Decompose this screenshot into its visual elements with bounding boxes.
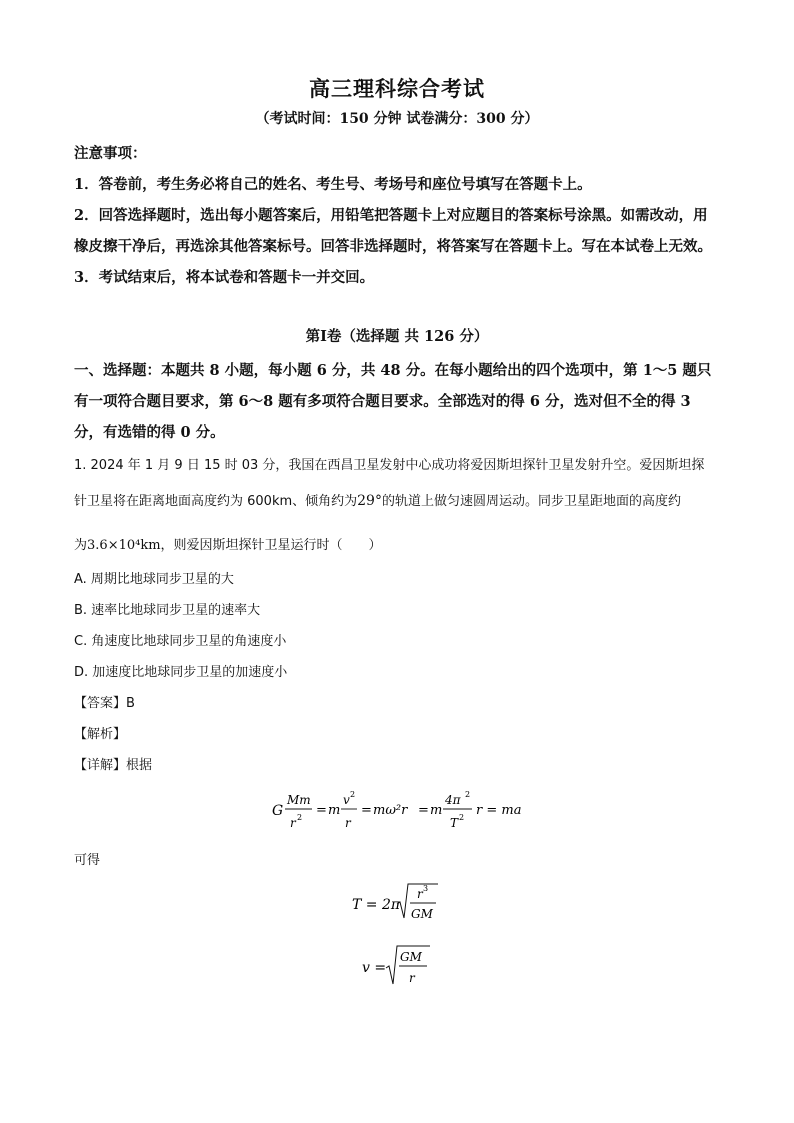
formula-symbol: Mm	[287, 793, 311, 807]
formula-symbol: r = ma	[476, 803, 522, 818]
formula-symbol: T	[450, 816, 459, 830]
notes-item-3: 3．考试结束后，将本试卷和答题卡一并交回。	[74, 269, 375, 286]
notes-section	[74, 138, 720, 293]
formula-exponent: 2	[465, 790, 471, 799]
exam-title: 高三理科综合考试	[309, 76, 485, 101]
analysis-label: 【解析】	[74, 727, 127, 742]
formula-symbol: mω²r	[373, 803, 408, 818]
exam-time-info: （考试时间：150 分钟 试卷满分：300 分）	[255, 111, 539, 127]
option-a: A. 周期比地球同步卫星的大	[74, 572, 234, 587]
formula-exponent: 2	[459, 813, 465, 822]
formula-symbol: GM	[411, 907, 433, 921]
formula-symbol: =	[361, 803, 372, 818]
period-formula	[350, 878, 450, 928]
question-1-line-1: 1. 2024 年 1 月 9 日 15 时 03 分，我国在西昌卫星发射中心成功将爱因斯坦探针卫星发射升空。爱因斯坦探	[74, 458, 705, 473]
formula-symbol: GM	[400, 950, 422, 964]
formula-symbol: =	[316, 803, 327, 818]
formula-symbol: T = 2π	[352, 897, 401, 913]
notes-heading: 注意事项：	[74, 145, 147, 162]
sync-height-value: 3.6×10⁴km	[87, 538, 161, 553]
detail-label: 【详解】根据	[74, 758, 153, 773]
q1-text-part: 为	[74, 538, 88, 553]
q1-text-part: 针卫星将在距离地面高度约为 600km、倾角约为	[74, 494, 358, 509]
formula-symbol: m	[328, 803, 341, 818]
q1-text-part: 的轨道上做匀速圆周运动。同步卫星距地面的高度约	[381, 494, 681, 509]
kede-label: 可得	[74, 853, 101, 868]
formula-symbol: r	[417, 887, 423, 901]
formula-symbol: 4π	[445, 793, 461, 807]
option-c: C. 角速度比地球同步卫星的角速度小	[74, 634, 287, 649]
formula-symbol: v =	[362, 960, 387, 976]
velocity-formula	[360, 940, 440, 992]
formula-symbol: G	[272, 803, 284, 819]
question-1-line-2	[74, 490, 681, 509]
formula-symbol: r	[409, 971, 415, 985]
q1-text-part: ，则爱因斯坦探针卫星运行时（ ）	[160, 538, 382, 553]
formula-symbol: r	[345, 816, 351, 830]
formula-symbol: =	[418, 803, 429, 818]
formula-symbol: r	[290, 816, 296, 830]
formula-exponent: 2	[297, 813, 303, 822]
notes-item-1: 1．答卷前，考生务必将自己的姓名、考生号、考场号和座位号填写在答题卡上。	[74, 176, 592, 193]
answer-label: 【答案】B	[74, 696, 135, 711]
formula-symbol: m	[430, 803, 443, 818]
gravitation-formula	[270, 785, 530, 835]
option-b: B. 速率比地球同步卫星的速率大	[74, 603, 261, 618]
section-title: 第Ⅰ卷（选择题 共 126 分）	[305, 328, 489, 345]
formula-symbol: v	[343, 793, 350, 807]
question-1-line-3	[74, 534, 382, 553]
formula-exponent: 3	[423, 884, 429, 893]
inclination-value: 29°	[357, 493, 382, 509]
notes-item-2: 2．回答选择题时，选出每小题答案后，用铅笔把答题卡上对应题目的答案标号涂黑。如需改动，用橡皮擦干净后，再选涂其他答案标号。回答非选择题时，将答案写在答题卡上。写在本试卷上无效。	[74, 207, 712, 255]
option-d: D. 加速度比地球同步卫星的加速度小	[74, 665, 288, 680]
section-intro: 一、选择题：本题共 8 小题，每小题 6 分，共 48 分。在每小题给出的四个选项中，第 1～5 题只有一项符合题目要求，第 6～8 题有多项符合题目要求。全部选对的得 6 分，选对但不全的得 3 分，有选错的得 0 分。	[74, 362, 712, 441]
formula-exponent: 2	[350, 790, 356, 799]
